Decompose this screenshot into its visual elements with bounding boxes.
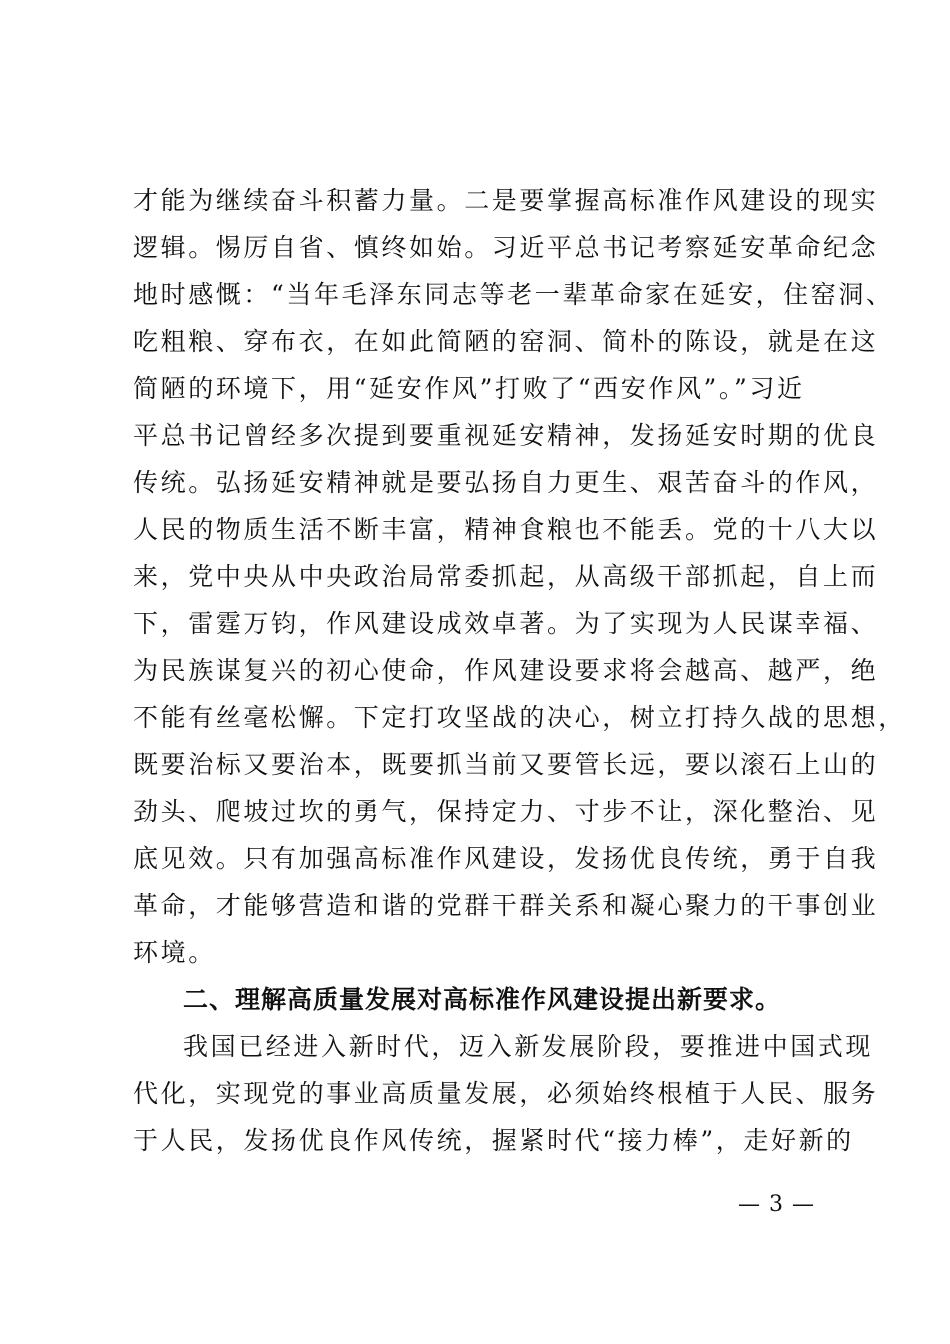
body-text-line: 才能为继续奋斗积蓄力量。二是要掌握高标准作风建设的现实 (133, 186, 879, 215)
body-text-line: 逻辑。惕厉自省、慎终如始。习近平总书记考察延安革命纪念 (133, 233, 879, 262)
body-text-line: 传统。弘扬延安精神就是要弘扬自力更生、艰苦奋斗的作风， (133, 468, 879, 497)
body-text-line: 下，雷霆万钧，作风建设成效卓著。为了实现为人民谋幸福、 (133, 609, 879, 638)
body-text-line: 为民族谋复兴的初心使命，作风建设要求将会越高、越严，绝 (133, 656, 879, 685)
body-text-line: 我国已经进入新时代，迈入新发展阶段，要推进中国式现 (183, 1032, 874, 1061)
body-text-line: 劲头、爬坡过坎的勇气，保持定力、寸步不让，深化整治、见 (133, 797, 879, 826)
section-heading: 二、理解高质量发展对高标准作风建设提出新要求。 (183, 985, 782, 1014)
body-text-line: 不能有丝毫松懈。下定打攻坚战的决心，树立打持久战的思想， (133, 703, 906, 732)
body-text-line: 吃粗粮、穿布衣，在如此简陋的窑洞、简朴的陈设，就是在这 (133, 327, 879, 356)
body-text-line: 代化，实现党的事业高质量发展，必须始终根植于人民、服务 (133, 1079, 879, 1108)
body-text-line: 底见效。只有加强高标准作风建设，发扬优良传统，勇于自我 (133, 844, 879, 873)
body-text-line: 来，党中央从中央政治局常委抓起，从高级干部抓起，自上而 (133, 562, 879, 591)
body-text-line: 平总书记曾经多次提到要重视延安精神，发扬延安时期的优良 (133, 421, 879, 450)
body-text-line: 简陋的环境下，用“延安作风”打败了“西安作风”。”习近 (133, 374, 805, 403)
body-text-line: 于人民，发扬优良作风传统，握紧时代“接力棒”，走好新的 (133, 1126, 854, 1155)
page-number: — 3 — (738, 1192, 815, 1217)
body-text-line: 革命，才能够营造和谐的党群干群关系和凝心聚力的干事创业 (133, 891, 879, 920)
body-text-line: 人民的物质生活不断丰富，精神食粮也不能丢。党的十八大以 (133, 515, 879, 544)
body-text-line: 地时感慨：“当年毛泽东同志等老一辈革命家在延安，住窑洞、 (133, 280, 894, 309)
body-text-line: 环境。 (133, 938, 216, 967)
body-text-line: 既要治标又要治本，既要抓当前又要管长远，要以滚石上山的 (133, 750, 879, 779)
